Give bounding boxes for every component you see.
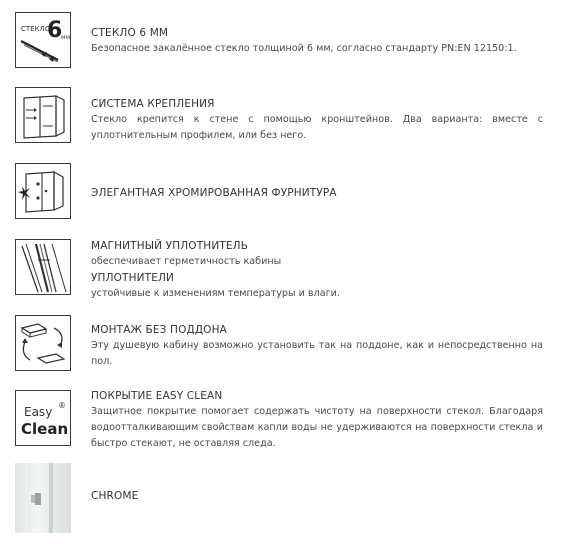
feature-desc-2: устойчивые к изменениям температуры и влаги. bbox=[91, 288, 340, 299]
easy-text: Easy bbox=[24, 405, 53, 419]
feature-desc: Стекло крепится к стене с помощью кронштейнов. Два варианта: вместе с уплотнительным профилем, или без него. bbox=[91, 114, 543, 141]
feature-desc: Безопасное закалённое стекло толщиной 6 мм, согласно стандарту PN:EN 12150:1. bbox=[91, 43, 517, 54]
clean-text: Clean bbox=[21, 420, 69, 438]
feature-title: ЭЛЕГАНТНАЯ ХРОМИРОВАННАЯ ФУРНИТУРА bbox=[91, 187, 337, 199]
glass-thickness-icon bbox=[15, 12, 71, 68]
icon-unit: мм bbox=[61, 34, 70, 41]
mounting-system-icon bbox=[15, 87, 71, 143]
registered-mark: ® bbox=[58, 401, 66, 410]
chrome-fittings-icon bbox=[15, 163, 71, 219]
feature-title-2: УПЛОТНИТЕЛИ bbox=[91, 272, 175, 284]
feature-title: МОНТАЖ БЕЗ ПОДДОНА bbox=[91, 324, 227, 336]
feature-desc: обеспечивает герметичность кабины bbox=[91, 256, 282, 267]
feature-desc: Защитное покрытие помогает содержать чистоту на поверхности стекол. Благодаря водоотталкивающим свойствам капли воды не удерживаются на поверхности стекла и быстро стекают, не оставляя следа. bbox=[91, 406, 543, 449]
feature-title: СИСТЕМА КРЕПЛЕНИЯ bbox=[91, 98, 215, 110]
feature-title: CHROME bbox=[91, 490, 139, 502]
no-tray-install-icon bbox=[15, 315, 71, 371]
feature-desc: Эту душевую кабину возможно установить так на поддоне, как и непосредственно на пол. bbox=[91, 340, 543, 367]
icon-number: 6 bbox=[47, 18, 63, 43]
chrome-swatch bbox=[15, 463, 71, 533]
feature-title: ПОКРЫТИЕ EASY CLEAN bbox=[91, 390, 223, 402]
feature-title: МАГНИТНЫЙ УПЛОТНИТЕЛЬ bbox=[91, 240, 249, 252]
easy-clean-icon bbox=[15, 390, 71, 446]
icon-label: СТЕКЛО bbox=[21, 25, 51, 33]
feature-title: СТЕКЛО 6 ММ bbox=[91, 27, 169, 39]
magnetic-seal-icon bbox=[15, 239, 71, 295]
